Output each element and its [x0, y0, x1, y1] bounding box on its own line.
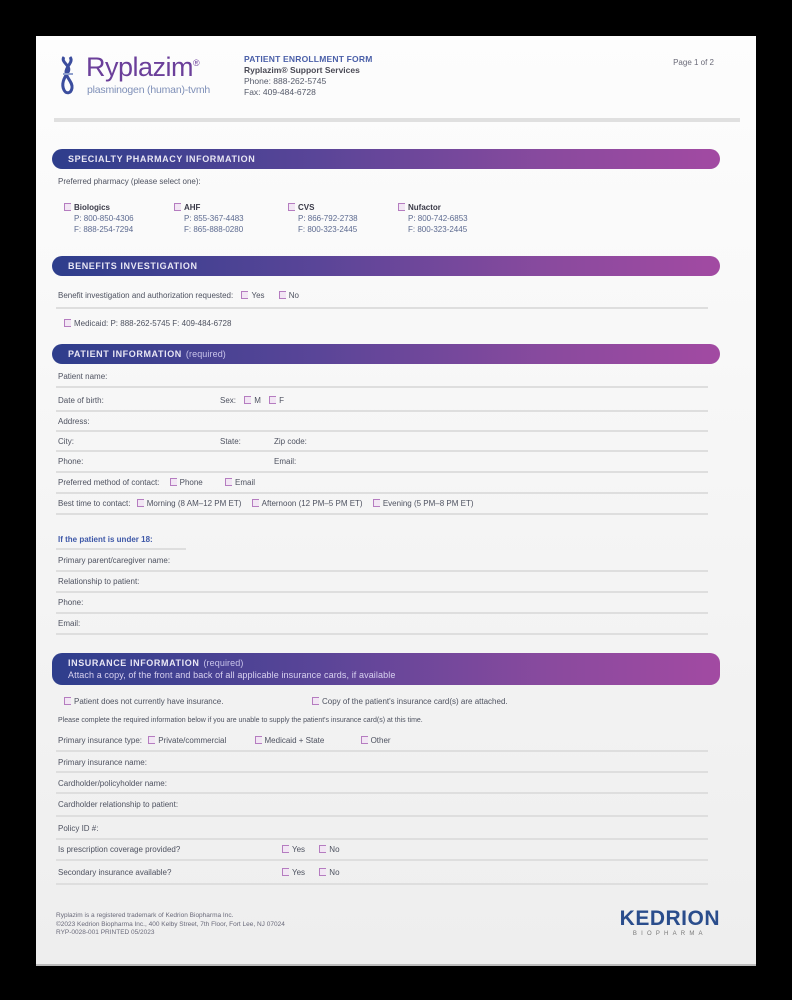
type-commercial-option[interactable]: Private/commercial [148, 736, 226, 745]
field-dob[interactable]: Date of birth: [58, 396, 104, 405]
field-city[interactable]: City: [58, 437, 74, 446]
header-contact-info [244, 54, 372, 98]
header-divider [54, 118, 740, 122]
type-medicaid-option[interactable]: Medicaid + State [255, 736, 325, 745]
medicaid-option[interactable]: Medicaid: P: 888-262-5745 F: 409-484-6728 [64, 319, 231, 328]
form-title: PATIENT ENROLLMENT FORM [244, 54, 373, 64]
checkbox[interactable] [148, 736, 155, 744]
form-header [52, 52, 740, 122]
rx-coverage-question: Is prescription coverage provided? [58, 845, 181, 854]
insurance-note: Please complete the required information below if you are unable to supply the patient's insurance card(s) at this time. [58, 717, 423, 724]
section-header-patient-info: PATIENT INFORMATION (required) [52, 344, 720, 364]
checkbox[interactable] [64, 319, 71, 327]
insurance-subtitle: Attach a copy, of the front and back of all applicable insurance cards, if available [68, 670, 396, 680]
checkbox[interactable] [255, 736, 262, 744]
checkbox[interactable] [137, 499, 144, 507]
field-guardian-phone[interactable]: Phone: [58, 598, 84, 607]
secondary-no-option[interactable]: No [319, 868, 339, 877]
field-zip[interactable]: Zip code: [274, 437, 307, 446]
secondary-yes-option[interactable]: Yes [282, 868, 305, 877]
section-header-benefits: BENEFITS INVESTIGATION [52, 256, 720, 276]
checkbox[interactable] [279, 291, 286, 299]
checkbox[interactable] [282, 845, 289, 853]
section-header-specialty-pharmacy: SPECIALTY PHARMACY INFORMATION [52, 149, 720, 169]
footer-legal: Ryplazim is a registered trademark of Kedrion Biopharma Inc. ©2023 Kedrion Biopharma Inc., 400 Kelby Street, 7th Floor, Fort Lee, NJ 07024 RYP-0028-001 PRINTED 05/2023 [56, 912, 285, 936]
field-address[interactable]: Address: [58, 417, 90, 426]
secondary-insurance-options [282, 868, 340, 877]
checkbox[interactable] [361, 736, 368, 744]
pharmacy-option-nufactor[interactable]: Nufactor P: 800-742-6853 F: 800-323-2445 [398, 202, 468, 235]
field-email[interactable]: Email: [274, 457, 297, 466]
field-cardholder-name[interactable]: Cardholder/policyholder name: [58, 779, 167, 788]
benefits-yes-option[interactable]: Yes [241, 291, 264, 300]
insurance-type-row: Primary insurance type: Private/commercial Medicaid + State Other [58, 736, 391, 745]
time-morning-option[interactable]: Morning (8 AM–12 PM ET) [137, 499, 242, 508]
checkbox[interactable] [398, 203, 405, 211]
contact-method-row: Preferred method of contact: Phone Email [58, 478, 256, 487]
field-phone[interactable]: Phone: [58, 457, 84, 466]
checkbox[interactable] [269, 396, 276, 404]
checkbox[interactable] [64, 203, 71, 211]
checkbox[interactable] [373, 499, 380, 507]
rx-coverage-options [282, 845, 340, 854]
time-afternoon-option[interactable]: Afternoon (12 PM–5 PM ET) [252, 499, 363, 508]
field-state[interactable]: State: [220, 437, 241, 446]
checkbox[interactable] [288, 203, 295, 211]
rx-no-option[interactable]: No [319, 845, 339, 854]
contact-email-option[interactable]: Email [225, 478, 255, 487]
benefits-no-option[interactable]: No [279, 291, 299, 300]
checkbox[interactable] [319, 868, 326, 876]
checkbox[interactable] [174, 203, 181, 211]
field-patient-name[interactable]: Patient name: [58, 372, 108, 381]
type-other-option[interactable]: Other [361, 736, 391, 745]
support-services: Ryplazim® Support Services [244, 65, 360, 75]
checkbox[interactable] [282, 868, 289, 876]
pharmacy-instruction: Preferred pharmacy (please select one): [58, 177, 201, 186]
card-attached-option[interactable]: Copy of the patient's insurance card(s) are attached. [312, 697, 508, 706]
best-time-row: Best time to contact: Morning (8 AM–12 PM ET) Afternoon (12 PM–5 PM ET) Evening (5 PM–8 PM ET) [58, 499, 474, 508]
checkbox[interactable] [170, 478, 177, 486]
kedrion-logo: KEDRION BIOPHARMA [619, 907, 720, 937]
checkbox[interactable] [244, 396, 251, 404]
field-cardholder-relationship[interactable]: Cardholder relationship to patient: [58, 800, 179, 809]
field-guardian-relationship[interactable]: Relationship to patient: [58, 577, 140, 586]
field-guardian-email[interactable]: Email: [58, 619, 81, 628]
ryplazim-logo: Ryplazim® plasminogen (human)-tvmh [58, 54, 228, 104]
section-header-insurance: INSURANCE INFORMATION (required) Attach a copy, of the front and back of all applicable insurance cards, if available [52, 653, 720, 685]
support-fax: Fax: 409-484-6728 [244, 87, 316, 97]
field-insurance-name[interactable]: Primary insurance name: [58, 758, 147, 767]
sex-options: Sex: M F [220, 396, 285, 405]
enrollment-form-page [36, 36, 756, 964]
pharmacy-option-ahf[interactable]: AHF P: 855-367-4483 F: 865-888-0280 [174, 202, 244, 235]
page-number: Page 1 of 2 [673, 58, 714, 67]
checkbox[interactable] [64, 697, 71, 705]
sex-male-option[interactable]: M [244, 396, 261, 405]
no-insurance-option[interactable]: Patient does not currently have insurance. [64, 697, 223, 706]
checkbox[interactable] [241, 291, 248, 299]
field-guardian-name[interactable]: Primary parent/caregiver name: [58, 556, 171, 565]
checkbox[interactable] [252, 499, 259, 507]
benefits-question-row: Benefit investigation and authorization requested: Yes No [58, 291, 299, 300]
logo-name: Ryplazim [86, 52, 194, 82]
support-phone: Phone: 888-262-5745 [244, 76, 327, 86]
rx-yes-option[interactable]: Yes [282, 845, 305, 854]
field-policy-id[interactable]: Policy ID #: [58, 824, 99, 833]
checkbox[interactable] [312, 697, 319, 705]
checkbox[interactable] [319, 845, 326, 853]
pharmacy-option-cvs[interactable]: CVS P: 866-792-2738 F: 800-323-2445 [288, 202, 358, 235]
time-evening-option[interactable]: Evening (5 PM–8 PM ET) [373, 499, 474, 508]
sex-female-option[interactable]: F [269, 396, 284, 405]
checkbox[interactable] [225, 478, 232, 486]
contact-phone-option[interactable]: Phone [170, 478, 203, 487]
minor-heading: If the patient is under 18: [58, 535, 153, 544]
secondary-insurance-question: Secondary insurance available? [58, 868, 172, 877]
pharmacy-option-biologics[interactable]: Biologics P: 800-850-4306 F: 888-254-7294 [64, 202, 134, 235]
logo-subtitle: plasminogen (human)-tvmh [87, 84, 211, 96]
ryplazim-logo-mark-icon [58, 54, 78, 100]
